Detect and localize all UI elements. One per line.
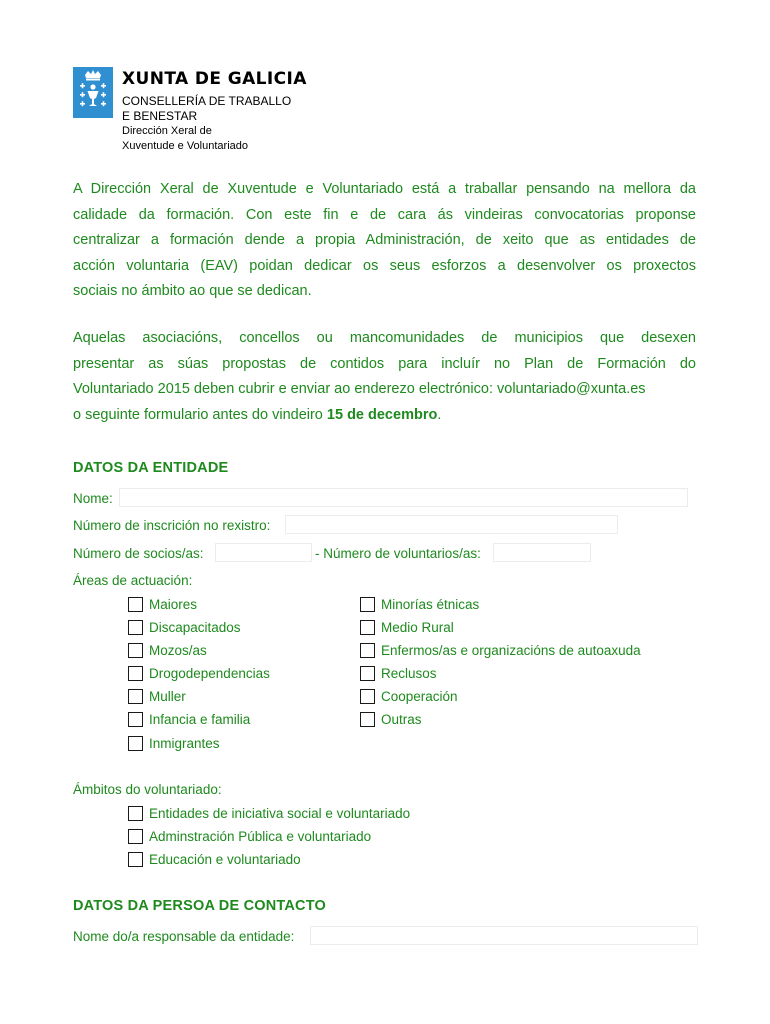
members-label: Número de socios/as: [73,546,204,561]
scope-checkbox-administracion-publica[interactable] [128,829,448,847]
responsible-row [73,926,703,948]
intro-p2-line: Voluntariado 2015 deben cubrir e enviar ao enderezo electrónico: voluntariado@xunta.es [73,381,646,397]
area-checkbox-infancia-familia[interactable] [128,712,328,730]
areas-row [73,570,373,592]
intro-p2-last-line [73,403,696,429]
members-row [73,543,603,565]
checkbox-label: Minorías étnicas [381,597,480,612]
area-checkbox-reclusos[interactable] [360,666,680,684]
areas-label: Áreas de actuación: [73,573,193,588]
area-checkbox-medio-rural[interactable] [360,620,680,638]
checkbox-label: Medio Rural [381,620,454,635]
registry-number-input[interactable] [285,515,618,534]
area-checkbox-mozos[interactable] [128,643,328,661]
subdepartment-line-1: Dirección Xeral de [122,125,212,137]
deadline-date: 15 de decembro [326,406,438,423]
volunteers-label: - Número de voluntarios/as: [315,546,481,561]
checkbox[interactable] [128,597,143,612]
area-checkbox-enfermos-autoaxuda[interactable] [360,643,680,661]
scopes-row [73,779,373,801]
area-checkbox-outras[interactable] [360,712,680,730]
checkbox[interactable] [128,620,143,635]
checkbox-label: Adminstración Pública e voluntariado [149,829,372,844]
checkbox[interactable] [128,829,143,844]
checkbox-label: Maiores [149,597,198,612]
checkbox[interactable] [128,666,143,681]
registry-row [73,515,633,537]
intro-p1-line: A Dirección Xeral de Xuventude e Voluntariado está a traballar pensando na mellora da [73,181,696,197]
intro-p2-line: presentar as súas propostas de contidos para incluír no Plan de Formación do [73,355,696,372]
name-label: Nome: [73,491,113,506]
org-name: XUNTA DE GALICIA [122,69,307,89]
intro-p1-line: acción voluntaria (EAV) poidan dedicar os seus esforzos a desenvolver os proxectos [73,257,696,274]
checkbox-label: Educación e voluntariado [149,852,301,867]
area-checkbox-minorias-etnicas[interactable] [360,597,680,615]
checkbox[interactable] [128,643,143,658]
area-checkbox-discapacitados[interactable] [128,620,328,638]
responsible-label: Nome do/a responsable da entidade: [73,929,295,944]
subdepartment-name [122,124,422,154]
name-row [73,488,693,510]
checkbox-label: Inmigrantes [149,736,220,751]
volunteers-count-input[interactable] [493,543,591,562]
checkbox[interactable] [360,597,375,612]
area-checkbox-maiores[interactable] [128,597,328,615]
checkbox[interactable] [360,666,375,681]
members-count-input[interactable] [215,543,312,562]
subdepartment-line-2: Xuventude e Voluntariado [122,140,248,152]
checkbox[interactable] [128,806,143,821]
scope-checkbox-iniciativa-social[interactable] [128,806,448,824]
intro-p1-line: sociais no ámbito ao que se dedican. [73,283,312,299]
checkbox[interactable] [360,620,375,635]
checkbox-label: Entidades de iniciativa social e voluntariado [149,806,411,821]
area-checkbox-muller[interactable] [128,689,328,707]
department-line-2: E BENESTAR [122,109,198,123]
checkbox-label: Outras [381,712,422,727]
deadline-prefix: o seguinte formulario antes do vindeiro [73,406,327,423]
checkbox[interactable] [128,689,143,704]
intro-paragraph-2 [73,326,696,428]
checkbox-label: Infancia e familia [149,712,251,727]
section-title-contact: DATOS DA PERSOA DE CONTACTO [73,898,326,914]
name-input[interactable] [119,488,688,507]
department-name [122,94,422,124]
checkbox[interactable] [128,736,143,751]
checkbox-label: Mozos/as [149,643,207,658]
area-checkbox-cooperacion[interactable] [360,689,680,707]
scopes-label: Ámbitos do voluntariado: [73,782,222,797]
checkbox[interactable] [128,852,143,867]
deadline-suffix: . [437,406,442,423]
checkbox-label: Cooperación [381,689,458,704]
intro-p2-line: Aquelas asociacións, concellos ou mancomunidades de municipios que desexen [73,330,696,346]
responsible-name-input[interactable] [310,926,698,945]
intro-p1-line: centralizar a formación dende a propia Administración, de xeito que as entidades de [73,232,696,248]
checkbox-label: Enfermos/as e organizacións de autoaxuda [381,643,641,658]
checkbox[interactable] [360,689,375,704]
checkbox[interactable] [360,643,375,658]
checkbox[interactable] [128,712,143,727]
section-title-entity: DATOS DA ENTIDADE [73,460,229,476]
checkbox-label: Reclusos [381,666,437,681]
area-checkbox-inmigrantes[interactable] [128,736,328,754]
checkbox-label: Discapacitados [149,620,241,635]
scope-checkbox-educacion[interactable] [128,852,448,870]
area-checkbox-drogodependencias[interactable] [128,666,328,684]
intro-paragraph-1 [73,177,696,305]
checkbox-label: Drogodependencias [149,666,270,681]
intro-p1-line: calidade da formación. Con este fin e de cara ás vindeiras convocatorias proponse [73,206,696,223]
department-line-1: CONSELLERÍA DE TRABALLO [122,94,292,108]
checkbox-label: Muller [149,689,186,704]
registry-label: Número de inscrición no rexistro: [73,518,271,533]
xunta-coat-of-arms-logo [73,67,113,118]
checkbox[interactable] [360,712,375,727]
agency-block [122,67,422,154]
